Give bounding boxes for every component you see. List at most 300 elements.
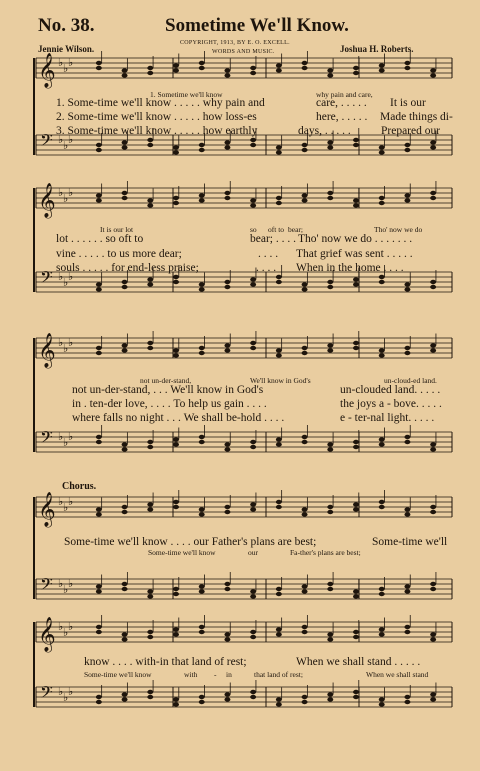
note-head <box>96 695 102 699</box>
note-head <box>302 346 308 350</box>
flat-icon: ♭ <box>58 271 64 283</box>
note-head <box>224 68 230 72</box>
note-head <box>430 505 436 509</box>
lyric-line: That grief was sent . . . . . <box>296 248 413 260</box>
note-head <box>122 343 128 347</box>
note-head <box>302 507 308 511</box>
note-head <box>302 625 308 629</box>
note-head <box>199 66 205 70</box>
flat-icon: ♭ <box>63 502 69 514</box>
note-head <box>224 73 230 77</box>
note-head <box>147 502 153 506</box>
note-head <box>96 630 102 634</box>
note-head <box>96 193 102 197</box>
note-head <box>250 690 256 694</box>
note-head <box>147 198 153 202</box>
note-head <box>199 61 205 65</box>
note-head <box>147 445 153 449</box>
note-head <box>173 587 179 591</box>
note-head <box>199 589 205 593</box>
note-head <box>147 346 153 350</box>
bass-clef-icon: 𝄢 <box>40 682 53 706</box>
note-head <box>302 193 308 197</box>
flat-icon: ♭ <box>58 134 64 146</box>
note-head <box>250 66 256 70</box>
lyric-line: where falls no night . . . We shall be-hold . . . . <box>72 412 285 424</box>
note-head <box>379 63 385 67</box>
chorus-label: Chorus. <box>62 481 97 492</box>
note-head <box>250 277 256 281</box>
flat-icon: ♭ <box>63 140 69 152</box>
cue-text: It is our lot <box>100 225 134 234</box>
note-head <box>147 589 153 593</box>
note-head <box>353 630 359 634</box>
flat-icon: ♭ <box>63 343 69 355</box>
note-head <box>173 348 179 352</box>
note-head <box>302 287 308 291</box>
note-head <box>379 592 385 596</box>
note-head <box>224 637 230 641</box>
note-head <box>302 351 308 355</box>
flat-icon: ♭ <box>68 187 74 199</box>
note-head <box>224 510 230 514</box>
note-head <box>379 150 385 154</box>
note-head <box>430 285 436 289</box>
note-head <box>173 150 179 154</box>
note-head <box>96 584 102 588</box>
note-head <box>353 282 359 286</box>
note-head <box>276 702 282 706</box>
note-head <box>96 287 102 291</box>
flat-icon: ♭ <box>63 692 69 704</box>
note-head <box>353 440 359 444</box>
note-head <box>302 198 308 202</box>
note-head <box>276 63 282 67</box>
note-head <box>379 275 385 279</box>
lyric-line: bear; . . . . <box>250 233 296 245</box>
cue-text: 1. Sometime we'll know <box>150 90 223 99</box>
note-head <box>122 73 128 77</box>
note-head <box>173 145 179 149</box>
note-head <box>430 68 436 72</box>
note-head <box>353 690 359 694</box>
lyric-line: . . . . <box>256 262 277 274</box>
note-head <box>404 148 410 152</box>
note-head <box>199 512 205 516</box>
cue-text: Some-time we'll know <box>148 548 216 557</box>
note-head <box>327 637 333 641</box>
note-head <box>379 442 385 446</box>
note-head <box>224 697 230 701</box>
note-head <box>122 68 128 72</box>
note-head <box>224 447 230 451</box>
flat-icon: ♭ <box>63 63 69 75</box>
note-head <box>404 193 410 197</box>
note-head <box>224 348 230 352</box>
note-head <box>122 510 128 514</box>
note-head <box>302 589 308 593</box>
treble-clef-icon: 𝄞 <box>38 617 56 652</box>
note-head <box>122 697 128 701</box>
note-head <box>276 348 282 352</box>
treble-clef-icon: 𝄞 <box>38 492 56 527</box>
note-head <box>173 280 179 284</box>
note-head <box>276 505 282 509</box>
note-head <box>404 351 410 355</box>
lyric-line: 2. Some-time we'll know . . . . . how loss-es <box>56 111 257 123</box>
note-head <box>430 348 436 352</box>
note-head <box>96 198 102 202</box>
note-head <box>96 589 102 593</box>
lyric-line: Tho' now we do . . . . . . . <box>298 233 413 245</box>
flat-icon: ♭ <box>63 277 69 289</box>
note-head <box>224 582 230 586</box>
note-head <box>224 587 230 591</box>
note-head <box>96 143 102 147</box>
note-head <box>302 440 308 444</box>
note-head <box>379 201 385 205</box>
note-head <box>147 66 153 70</box>
note-head <box>404 287 410 291</box>
note-head <box>327 73 333 77</box>
note-head <box>173 196 179 200</box>
cue-text: our <box>248 548 258 557</box>
note-head <box>379 587 385 591</box>
note-head <box>147 143 153 147</box>
note-head <box>276 587 282 591</box>
note-head <box>302 143 308 147</box>
note-head <box>250 630 256 634</box>
note-head <box>199 630 205 634</box>
note-head <box>122 632 128 636</box>
note-head <box>173 201 179 205</box>
note-head <box>327 582 333 586</box>
note-head <box>430 637 436 641</box>
note-head <box>250 445 256 449</box>
note-head <box>430 692 436 696</box>
lyric-line: 1. Some-time we'll know . . . . . why pain and <box>56 97 265 109</box>
lyricist-name: Jennie Wilson. <box>38 44 95 54</box>
flat-icon: ♭ <box>68 337 74 349</box>
note-head <box>353 502 359 506</box>
note-head <box>302 66 308 70</box>
note-head <box>379 500 385 504</box>
note-head <box>302 435 308 439</box>
note-head <box>404 346 410 350</box>
lyric-line: vine . . . . . to us more dear; <box>56 248 182 260</box>
cue-text: When we shall stand <box>366 670 429 679</box>
note-head <box>199 287 205 291</box>
note-head <box>353 445 359 449</box>
note-head <box>173 632 179 636</box>
note-head <box>353 507 359 511</box>
note-head <box>353 635 359 639</box>
note-head <box>122 637 128 641</box>
note-head <box>122 348 128 352</box>
note-head <box>404 282 410 286</box>
lyric-line: It is our <box>390 97 426 109</box>
note-head <box>96 66 102 70</box>
note-head <box>199 625 205 629</box>
note-head <box>276 201 282 205</box>
note-head <box>430 632 436 636</box>
note-head <box>250 635 256 639</box>
flat-icon: ♭ <box>58 187 64 199</box>
note-head <box>147 440 153 444</box>
flat-icon: ♭ <box>63 193 69 205</box>
cue-text: Tho' now we do <box>374 225 423 234</box>
note-head <box>302 584 308 588</box>
note-head <box>276 68 282 72</box>
lyric-line: care, . . . . . <box>316 97 367 109</box>
note-head <box>250 71 256 75</box>
note-head <box>224 145 230 149</box>
note-head <box>122 447 128 451</box>
note-head <box>147 71 153 75</box>
note-head <box>173 275 179 279</box>
note-head <box>224 196 230 200</box>
note-head <box>430 447 436 451</box>
note-head <box>122 145 128 149</box>
copyright-notice: COPYRIGHT, 1913, BY E. O. EXCELL. <box>180 40 290 46</box>
note-head <box>276 196 282 200</box>
note-head <box>122 505 128 509</box>
note-head <box>250 203 256 207</box>
note-head <box>353 346 359 350</box>
note-head <box>250 440 256 444</box>
note-head <box>96 435 102 439</box>
note-head <box>327 505 333 509</box>
lyric-line: e - ter-nal light. . . . . <box>340 412 435 424</box>
note-head <box>122 285 128 289</box>
note-head <box>276 592 282 596</box>
note-head <box>276 353 282 357</box>
treble-clef-icon: 𝄞 <box>38 183 56 218</box>
note-head <box>327 68 333 72</box>
note-head <box>122 587 128 591</box>
bass-clef-icon: 𝄢 <box>40 574 53 598</box>
cue-text: bear; <box>288 225 303 234</box>
note-head <box>147 341 153 345</box>
note-head <box>147 277 153 281</box>
note-head <box>353 71 359 75</box>
note-head <box>173 697 179 701</box>
note-head <box>430 697 436 701</box>
flat-icon: ♭ <box>58 431 64 443</box>
note-head <box>302 695 308 699</box>
note-head <box>96 148 102 152</box>
flat-icon: ♭ <box>68 431 74 443</box>
note-head <box>224 191 230 195</box>
note-head <box>250 502 256 506</box>
lyric-line: When in the home . . . . <box>296 262 404 274</box>
lyric-line: days, . . . . . <box>298 125 351 137</box>
note-head <box>250 695 256 699</box>
note-head <box>327 692 333 696</box>
flat-icon: ♭ <box>58 57 64 69</box>
cue-text: un-cloud-ed land. <box>384 376 437 385</box>
note-head <box>199 193 205 197</box>
note-head <box>353 341 359 345</box>
note-head <box>302 630 308 634</box>
flat-icon: ♭ <box>68 621 74 633</box>
note-head <box>173 63 179 67</box>
note-head <box>147 594 153 598</box>
lyric-line: Some-time we'll <box>372 536 448 548</box>
note-head <box>276 280 282 284</box>
note-head <box>379 437 385 441</box>
note-head <box>96 512 102 516</box>
note-head <box>173 592 179 596</box>
note-head <box>404 625 410 629</box>
note-head <box>224 285 230 289</box>
note-head <box>199 282 205 286</box>
note-head <box>430 587 436 591</box>
treble-clef-icon: 𝄞 <box>38 53 56 88</box>
note-head <box>430 510 436 514</box>
note-head <box>276 442 282 446</box>
note-head <box>199 584 205 588</box>
note-head <box>302 148 308 152</box>
hymn-title: Sometime We'll Know. <box>165 15 349 36</box>
note-head <box>353 589 359 593</box>
note-head <box>224 442 230 446</box>
note-head <box>199 351 205 355</box>
note-head <box>250 589 256 593</box>
note-head <box>96 700 102 704</box>
lyric-line: Made things di- <box>380 111 453 123</box>
note-head <box>430 196 436 200</box>
note-head <box>404 435 410 439</box>
cue-text: that land of <box>254 670 289 679</box>
note-head <box>199 507 205 511</box>
note-head <box>96 282 102 286</box>
lyric-line: Prepared our <box>381 125 441 137</box>
note-head <box>302 700 308 704</box>
note-head <box>122 191 128 195</box>
flat-icon: ♭ <box>68 57 74 69</box>
note-head <box>327 510 333 514</box>
note-head <box>276 150 282 154</box>
note-head <box>173 702 179 706</box>
note-head <box>404 589 410 593</box>
note-head <box>276 275 282 279</box>
hymn-number: No. 38. <box>38 15 95 36</box>
note-head <box>327 191 333 195</box>
note-head <box>379 348 385 352</box>
note-head <box>379 196 385 200</box>
bass-clef-icon: 𝄢 <box>40 427 53 451</box>
note-head <box>379 145 385 149</box>
note-head <box>173 505 179 509</box>
cue-text: with <box>184 670 198 679</box>
note-head <box>327 343 333 347</box>
note-head <box>404 695 410 699</box>
note-head <box>404 143 410 147</box>
note-head <box>327 145 333 149</box>
note-head <box>327 280 333 284</box>
cue-text: why pain and care, <box>316 90 373 99</box>
note-head <box>250 143 256 147</box>
note-head <box>430 442 436 446</box>
note-head <box>199 700 205 704</box>
cue-text: oft to <box>268 225 285 234</box>
note-head <box>96 351 102 355</box>
lyric-line: Some-time we'll know . . . . our Father's plans are best; <box>64 536 317 548</box>
note-head <box>404 630 410 634</box>
flat-icon: ♭ <box>58 578 64 590</box>
note-head <box>302 282 308 286</box>
note-head <box>199 148 205 152</box>
note-head <box>379 697 385 701</box>
note-head <box>430 280 436 284</box>
note-head <box>250 594 256 598</box>
note-head <box>122 140 128 144</box>
note-head <box>302 61 308 65</box>
note-head <box>224 632 230 636</box>
note-head <box>250 138 256 142</box>
flat-icon: ♭ <box>58 496 64 508</box>
note-head <box>250 346 256 350</box>
note-head <box>147 635 153 639</box>
note-head <box>404 198 410 202</box>
lyric-line: in . ten-der love, . . . . To help us gain . . . . <box>72 398 267 410</box>
flat-icon: ♭ <box>68 496 74 508</box>
note-head <box>122 582 128 586</box>
cue-text: in <box>226 670 232 679</box>
note-head <box>379 702 385 706</box>
note-head <box>224 692 230 696</box>
note-head <box>147 630 153 634</box>
note-head <box>353 594 359 598</box>
flat-icon: ♭ <box>58 686 64 698</box>
note-head <box>404 61 410 65</box>
note-head <box>276 697 282 701</box>
note-head <box>96 61 102 65</box>
lyric-line: know . . . . with-in that land of rest; <box>84 656 247 668</box>
note-head <box>404 584 410 588</box>
note-head <box>430 343 436 347</box>
flat-icon: ♭ <box>68 271 74 283</box>
note-head <box>96 440 102 444</box>
note-head <box>147 507 153 511</box>
note-head <box>199 346 205 350</box>
note-head <box>96 507 102 511</box>
lyric-line: souls . . . . . for end-less praise; <box>56 262 199 274</box>
note-head <box>147 282 153 286</box>
note-head <box>199 435 205 439</box>
note-head <box>327 140 333 144</box>
note-head <box>96 625 102 629</box>
note-head <box>327 447 333 451</box>
note-head <box>250 507 256 511</box>
note-head <box>327 285 333 289</box>
note-head <box>353 277 359 281</box>
treble-clef-icon: 𝄞 <box>38 333 56 368</box>
cue-text: Fa-ther's plans are best; <box>290 548 361 557</box>
note-head <box>379 505 385 509</box>
note-head <box>199 695 205 699</box>
note-head <box>147 690 153 694</box>
flat-icon: ♭ <box>63 627 69 639</box>
note-head <box>173 437 179 441</box>
note-head <box>173 442 179 446</box>
lyric-line: not un-der-stand, . . . We'll know in God's <box>72 384 264 396</box>
note-head <box>353 66 359 70</box>
cue-text: not un-der-stand, <box>140 376 192 385</box>
note-head <box>224 140 230 144</box>
note-head <box>430 73 436 77</box>
